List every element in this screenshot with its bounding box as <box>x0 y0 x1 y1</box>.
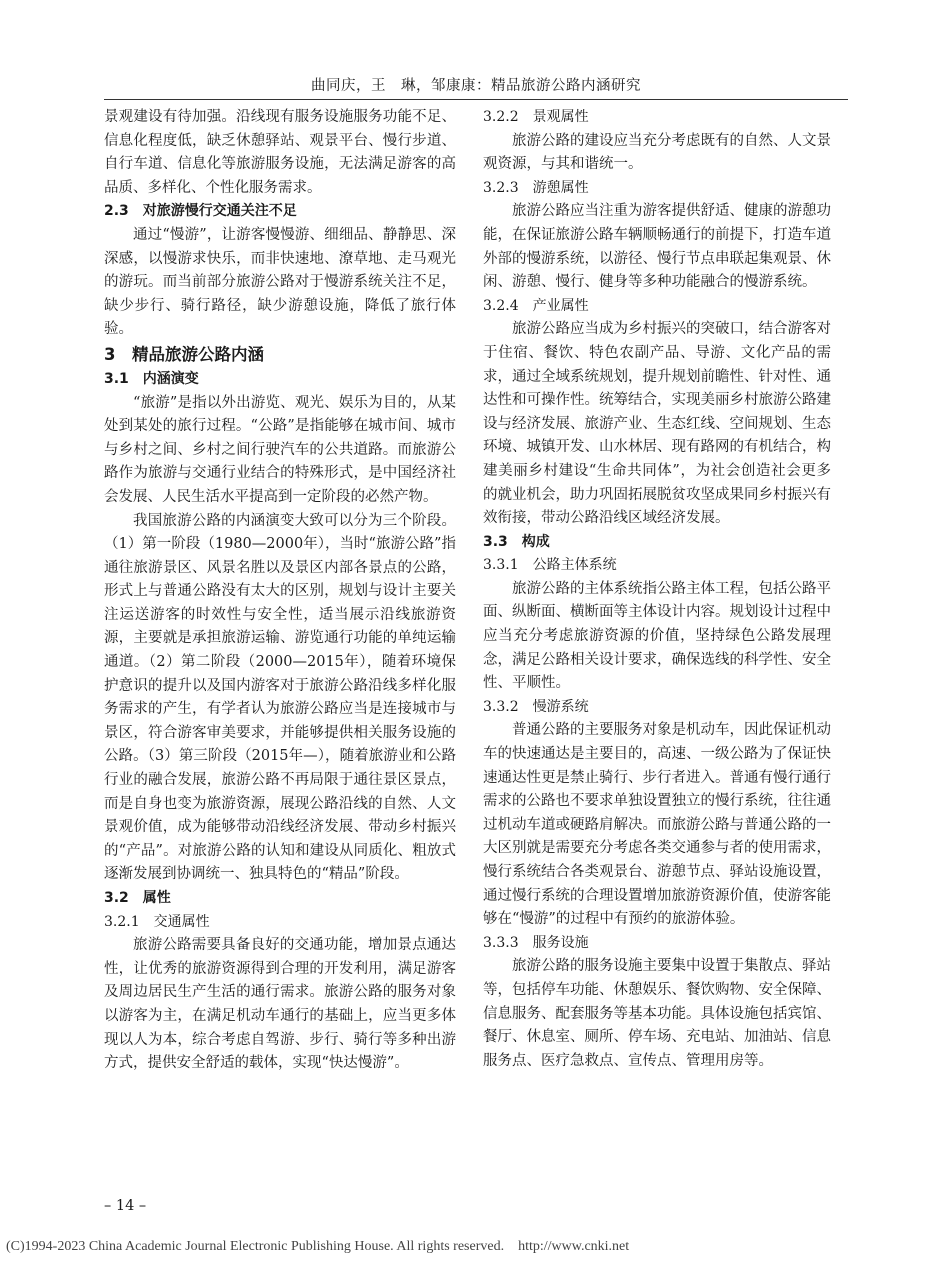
left-column <box>104 106 456 1076</box>
section-heading-3: 3 精品旅游公路内涵 <box>104 344 264 364</box>
subsection-heading-3-2-2: 3.2.2 景观属性 <box>483 109 589 125</box>
copyright-line: (C)1994-2023 China Academic Journal Electronic Publishing House. All rights reserved. http://www.cnki.net <box>6 1239 630 1254</box>
paragraph: “旅游”是指以外出游览、观光、娱乐为目的，从某处到某处的旅行过程。“公路”是指能够在城市间、城市与乡村之间、乡村之间行驶汽车的公共道路。而旅游公路作为旅游与交通行业结合的特殊形式，是中国经济社会发展、人民生活水平提高到一定阶段的必然产物。 <box>104 394 456 505</box>
paragraph: 旅游公路应当成为乡村振兴的突破口，结合游客对于住宿、餐饮、特色农副产品、导游、文化产品的需求，通过全域系统规划，提升规划前瞻性、针对性、通达性和可操作性。统筹结合，实现美丽乡村旅游公路建设与经济发展、旅游产业、生态红线、空间规划、生态环境、城镇开发、山水林居、现有路网的有机结合，构建美丽乡村建设“生命共同体”，为社会创造社会更多的就业机会，助力巩固拓展脱贫攻坚成果同乡村振兴有效衔接，带动公路沿线区域经济发展。 <box>483 321 831 527</box>
section-heading-3-1: 3.1 内涵演变 <box>104 370 199 387</box>
subsection-heading-3-3-1: 3.3.1 公路主体系统 <box>483 557 617 574</box>
subsection-heading-3-2-4: 3.2.4 产业属性 <box>483 297 589 314</box>
header-rule <box>104 99 848 100</box>
subsection-heading-3-2-1: 3.2.1 交通属性 <box>104 913 210 930</box>
paragraph: 我国旅游公路的内涵演变大致可以分为三个阶段。（1）第一阶段（1980—2000年），当时“旅游公路”指通往旅游景区、风景名胜以及景区内部各景点的公路，形式上与普通公路没有太大的区别，规划与设计主要关注运送游客的时效性与安全性，适当展示沿线旅游资源，主要就是承担旅游运输、游览通行功能的单纯运输通道。（2）第二阶段（2000—2015年），随着环境保护意识的提升以及国内游客对于旅游公路沿线多样化服务需求的产生，有学者认为旅游公路应当是连接城市与景区，符合游客审美要求，并能够提供相关服务设施的公路。（3）第三阶段（2015年—），随着旅游业和公路行业的融合发展，旅游公路不再局限于通往景区景点，而是自身也变为旅游资源，展现公路沿线的自然、人文景观价值，成为能够带动沿线经济发展、带动乡村振兴的“产品”。对旅游公路的认知和建设从同质化、粗放式逐渐发展到协调统一、独具特色的“精品”阶段。 <box>104 512 456 883</box>
page-number: – 14 – <box>104 1198 147 1214</box>
paragraph: 景观建设有待加强。沿线现有服务设施服务功能不足、信息化程度低，缺乏休憩驿站、观景平台、慢行步道、自行车道、信息化等旅游服务设施，无法满足游客的高品质、多样化、个性化服务需求。 <box>104 109 456 196</box>
right-column <box>483 106 831 1073</box>
paragraph: 旅游公路的主体系统指公路主体工程，包括公路平面、纵断面、横断面等主体设计内容。规划设计过程中应当充分考虑旅游资源的价值，坚持绿色公路发展理念，满足公路相关设计要求，确保选线的科学性、安全性、平顺性。 <box>483 580 831 692</box>
section-heading-3-2: 3.2 属性 <box>104 890 171 906</box>
subsection-heading-3-3-3: 3.3.3 服务设施 <box>483 934 589 951</box>
paragraph: 旅游公路的服务设施主要集中设置于集散点、驿站等，包括停车功能、休憩娱乐、餐饮购物、安全保障、信息服务、配套服务等基本功能。具体设施包括宾馆、餐厅、休息室、厕所、停车场、充电站、加油站、信息服务点、医疗急救点、宣传点、管理用房等。 <box>483 958 831 1069</box>
paragraph: 旅游公路需要具备良好的交通功能，增加景点通达性，让优秀的旅游资源得到合理的开发利用，满足游客及周边居民生产生活的通行需求。旅游公路的服务对象以游客为主，在满足机动车通行的基础上，应当更多体现以人为本，综合考虑自驾游、步行、骑行等多种出游方式，提供安全舒适的载体，实现“快达慢游”。 <box>104 937 456 1072</box>
subsection-heading-3-2-3: 3.2.3 游憩属性 <box>483 179 589 196</box>
subsection-heading-3-3-2: 3.3.2 慢游系统 <box>483 698 589 715</box>
paragraph: 普通公路的主要服务对象是机动车，因此保证机动车的快速通达是主要目的，高速、一级公路为了保证快速通达性更是禁止骑行、步行者进入。普通有慢行通行需求的公路也不要求单独设置独立的慢行系统，往往通过机动车道或硬路肩解决。而旅游公路与普通公路的一大区别就是需要充分考虑各类交通参与者的使用需求，慢行系统结合各类观景台、游憩节点、驿站设施设置，通过慢行系统的合理设置增加旅游资源价值，使游客能够在“慢游”的过程中有预约的旅游体验。 <box>483 722 831 928</box>
paragraph: 旅游公路的建设应当充分考虑既有的自然、人文景观资源，与其和谐统一。 <box>483 132 831 173</box>
paragraph: 通过“慢游”，让游客慢慢游、细细品、静静思、深深感，以慢游求快乐，而非快速地、潦草地、走马观光的游玩。而当前部分旅游公路对于慢游系统关注不足，缺少步行、骑行路径，缺少游憩设施，降低了旅行体验。 <box>104 226 456 338</box>
running-head: 曲同庆，王 琳，邹康康：精品旅游公路内涵研究 <box>311 78 641 94</box>
section-heading-3-3: 3.3 构成 <box>483 533 550 550</box>
paragraph: 旅游公路应当注重为游客提供舒适、健康的游憩功能，在保证旅游公路车辆顺畅通行的前提下，打造车道外部的慢游系统，以游径、慢行节点串联起集观景、休闲、游憩、慢行、健身等多种功能融合的慢游系统。 <box>483 203 831 291</box>
section-heading-2-3: 2.3 对旅游慢行交通关注不足 <box>104 203 297 220</box>
